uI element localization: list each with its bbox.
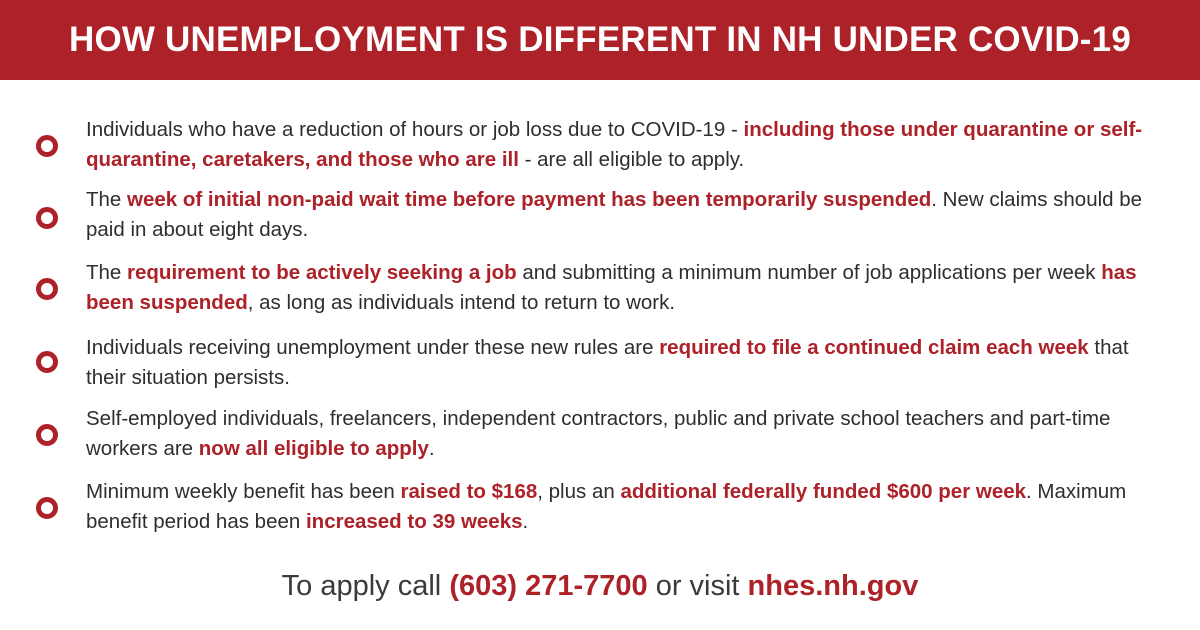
- text-segment: Individuals who have a reduction of hours or job loss due to COVID-19 -: [86, 118, 744, 141]
- list-item: [0, 404, 1200, 464]
- highlight-text: raised to $168: [400, 480, 538, 503]
- list-item-text: [86, 258, 1166, 318]
- text-segment: Minimum weekly benefit has been: [86, 480, 401, 503]
- text-segment: Self-employed individuals, freelancers, independent contractors, public and private school teachers and part-time workers are: [86, 407, 1111, 460]
- list-item: [0, 477, 1200, 537]
- ring-bullet-icon: [36, 207, 58, 229]
- phone-number-link[interactable]: (603) 271-7700: [449, 570, 648, 602]
- ring-bullet-icon: [36, 497, 58, 519]
- text-segment: The: [86, 261, 128, 284]
- text-segment: - are all eligible to apply.: [518, 148, 745, 171]
- list-item: [0, 333, 1200, 393]
- list-item: [0, 258, 1200, 318]
- highlight-text: week of initial non-paid wait time before payment has been temporarily suspended: [127, 188, 932, 211]
- page-title: HOW UNEMPLOYMENT IS DIFFERENT IN NH UNDER COVID-19: [69, 20, 1131, 59]
- highlight-text: required to file a continued claim each week: [659, 336, 1089, 359]
- ring-bullet-icon: [36, 351, 58, 373]
- highlight-text: now all eligible to apply: [198, 437, 429, 460]
- list-item-text: [86, 115, 1166, 175]
- text-segment: , plus an: [537, 480, 621, 503]
- footer-middle: or visit: [647, 570, 748, 602]
- ring-bullet-icon: [36, 135, 58, 157]
- highlight-text: requirement to be actively seeking a job: [127, 261, 517, 284]
- apply-footer: [0, 566, 1200, 606]
- text-segment: that their situation persists.: [86, 336, 1129, 389]
- highlight-text: including those under quarantine or self-quarantine, caretakers, and those who are ill: [86, 118, 1143, 171]
- website-link[interactable]: nhes.nh.gov: [747, 570, 919, 602]
- text-segment: and submitting a minimum number of job applications per week: [516, 261, 1102, 284]
- text-segment: The: [86, 188, 128, 211]
- list-item-text: [86, 477, 1166, 537]
- list-item-text: [86, 404, 1166, 464]
- ring-bullet-icon: [36, 424, 58, 446]
- list-item: [0, 115, 1200, 175]
- text-segment: .: [522, 510, 529, 533]
- list-item: [0, 185, 1200, 245]
- text-segment: Individuals receiving unemployment under these new rules are: [86, 336, 660, 359]
- ring-bullet-icon: [36, 278, 58, 300]
- text-segment: . Maximum benefit period has been: [86, 480, 1127, 533]
- highlight-text: has been suspended: [86, 261, 1137, 314]
- text-segment: .: [428, 437, 435, 460]
- footer-prefix: To apply call: [281, 570, 450, 602]
- list-item-text: [86, 185, 1166, 245]
- text-segment: , as long as individuals intend to return to work.: [247, 291, 676, 314]
- highlight-text: additional federally funded $600 per week: [620, 480, 1027, 503]
- list-item-text: [86, 333, 1166, 393]
- highlight-text: increased to 39 weeks: [305, 510, 523, 533]
- text-segment: . New claims should be paid in about eight days.: [86, 188, 1143, 241]
